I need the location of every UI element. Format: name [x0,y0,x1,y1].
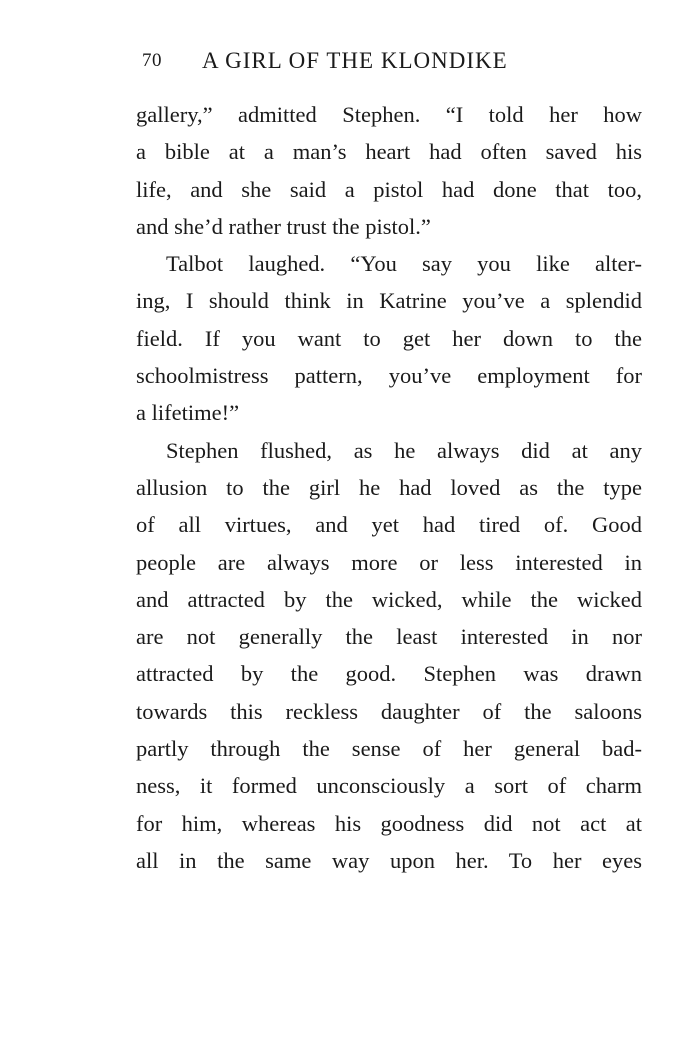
text-line: ing, I should think in Katrine you’ve a splendid [136,288,642,314]
running-title: A GIRL OF THE KLONDIKE [202,48,508,73]
text-line: a bible at a man’s heart had often saved his [136,139,642,165]
text-line: all in the same way upon her. To her eyes [136,847,642,873]
text-line: people are always more or less interested in [136,549,642,575]
text-line: are not generally the least interested in nor [136,624,642,650]
text-line: and attracted by the wicked, while the wicked [136,586,642,612]
text-line: life, and she said a pistol had done that too, [136,176,642,202]
page-number: 70 [142,50,162,71]
text-line: of all virtues, and yet had tired of. Good [136,512,642,538]
text-line: allusion to the girl he had loved as the type [136,474,642,500]
text-line: attracted by the good. Stephen was drawn [136,661,642,687]
text-line: towards this reckless daughter of the saloons [136,698,642,724]
text-line: field. If you want to get her down to the [136,325,642,351]
text-line: Stephen flushed, as he always did at any [166,437,642,463]
text-line: for him, whereas his goodness did not act at [136,810,642,836]
text-line: gallery,” admitted Stephen. “I told her how [136,102,642,127]
text-line: schoolmistress pattern, you’ve employment for [136,363,642,389]
text-line: a lifetime!” [136,400,240,426]
text-line: Talbot laughed. “You say you like alter- [166,251,642,277]
text-line: partly through the sense of her general bad- [136,736,642,762]
body-text [136,96,642,879]
running-head [142,48,642,78]
text-line: and she’d rather trust the pistol.” [136,213,431,239]
text-line: ness, it formed unconsciously a sort of charm [136,773,642,799]
